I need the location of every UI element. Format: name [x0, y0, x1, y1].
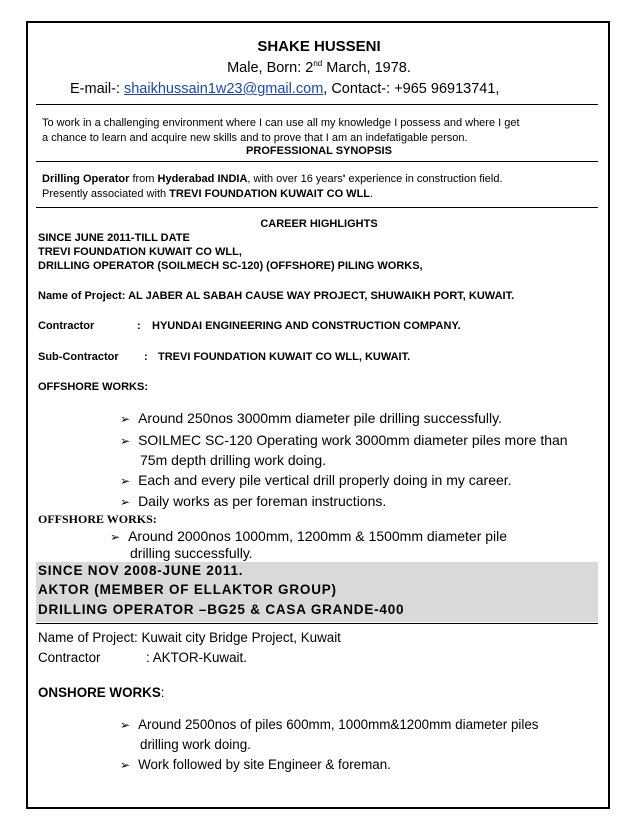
bullet-item [120, 717, 539, 732]
city: Hyderabad INDIA [157, 173, 248, 185]
bullet-continuation: drilling work doing. [140, 737, 251, 752]
current-company: TREVI FOUNDATION KUWAIT CO WLL [169, 188, 371, 200]
bullet-text: Around 250nos 3000mm diameter pile drilling successfully. [138, 410, 502, 426]
job2-contractor-label: Contractor [38, 650, 101, 665]
bullet-item [120, 493, 386, 509]
job1-contractor-sep: : [137, 320, 141, 332]
onshore-heading [38, 685, 165, 700]
personal-line [0, 59, 638, 76]
job1-subcontractor-label: Sub-Contractor [38, 351, 119, 363]
arrow-bullet-icon: ➢ [110, 530, 121, 544]
bullet-text: Work followed by site Engineer & foreman. [138, 757, 391, 772]
candidate-name: SHAKE HUSSENI [257, 38, 381, 55]
synopsis-text: from [129, 173, 158, 185]
bullet-item [120, 432, 568, 448]
onshore-colon: : [160, 685, 165, 700]
bullet-item [120, 410, 502, 426]
bullet-text: Around 2000nos 1000mm, 1200mm & 1500mm diameter pile [128, 528, 508, 544]
bullet-continuation: 75m depth drilling work doing. [140, 452, 326, 468]
synopsis-text: Presently associated with [42, 188, 170, 200]
synopsis-line-2 [42, 188, 373, 200]
role: Drilling Operator [42, 173, 130, 185]
job2-role: DRILLING OPERATOR –BG25 & CASA GRANDE-400 [38, 602, 405, 617]
job2-contractor: : AKTOR-Kuwait. [146, 650, 247, 665]
arrow-bullet-icon: ➢ [120, 718, 131, 732]
career-heading: CAREER HIGHLIGHTS [260, 218, 378, 230]
objective-line-1: To work in a challenging environment where I can use all my knowledge I possess and where I get [42, 117, 520, 129]
arrow-bullet-icon: ➢ [120, 412, 131, 426]
job1-contractor: HYUNDAI ENGINEERING AND CONSTRUCTION COMPANY. [152, 320, 461, 332]
bullet-item [110, 528, 507, 544]
objective-line-2: a chance to learn and acquire new skills and to prove that I am an indefatigable person. [42, 132, 468, 144]
job1-project [38, 290, 514, 302]
bullet-continuation: drilling successfully. [130, 545, 253, 561]
divider [36, 623, 598, 624]
job1-subcontractor: TREVI FOUNDATION KUWAIT CO WLL, KUWAIT. [158, 351, 411, 363]
arrow-bullet-icon: ➢ [120, 474, 131, 488]
job2-since: SINCE NOV 2008-JUNE 2011. [38, 563, 244, 578]
job1-subcontractor-sep: : [144, 351, 148, 363]
synopsis-text: . [370, 188, 374, 200]
onshore-heading-text: ONSHORE WORKS [38, 685, 161, 700]
project-name: AL JABER AL SABAH CAUSE WAY PROJECT, SHUWAIKH PORT, KUWAIT. [128, 290, 515, 302]
bullet-text: Daily works as per foreman instructions. [138, 493, 387, 509]
synopsis-line-1 [42, 173, 503, 185]
synopsis-text: experience in construction field. [345, 173, 503, 185]
bullet-text: Around 2500nos of piles 600mm, 1000mm&1200mm diameter piles [138, 717, 539, 732]
job2-project: Name of Project: Kuwait city Bridge Project, Kuwait [38, 630, 341, 645]
birth-info: Male, Born: 2 [227, 59, 314, 76]
divider [36, 104, 598, 105]
project-label: Name of Project: [38, 290, 129, 302]
birth-suffix: nd [313, 59, 323, 68]
bullet-text: SOILMEC SC-120 Operating work 3000mm diameter piles more than [138, 432, 568, 448]
synopsis-heading: PROFESSIONAL SYNOPSIS [246, 145, 392, 157]
job2-company: AKTOR (MEMBER OF ELLAKTOR GROUP) [38, 582, 337, 597]
apostrophe: ' [342, 173, 346, 185]
offshore-heading: OFFSHORE WORKS: [38, 381, 148, 393]
arrow-bullet-icon: ➢ [120, 495, 131, 509]
job1-since: SINCE JUNE 2011-TILL DATE [38, 232, 190, 244]
offshore-heading-2: OFFSHORE WORKS: [38, 512, 157, 526]
job1-company: TREVI FOUNDATION KUWAIT CO WLL, [38, 246, 242, 258]
bullet-item [120, 472, 512, 488]
arrow-bullet-icon: ➢ [120, 758, 131, 772]
divider [36, 207, 598, 208]
birth-month: March, 1978. [322, 59, 411, 76]
divider [36, 161, 598, 162]
bullet-item [120, 757, 391, 772]
arrow-bullet-icon: ➢ [120, 434, 131, 448]
email-link[interactable]: shaikhussain1w23@gmail.com [123, 81, 324, 97]
synopsis-text: , with over 16 years [247, 173, 343, 185]
job1-role: DRILLING OPERATOR (SOILMECH SC-120) (OFFSHORE) PILING WORKS, [38, 260, 423, 272]
bullet-text: Each and every pile vertical drill properly doing in my career. [138, 472, 512, 488]
email-label: E-mail-: [70, 81, 124, 97]
contact-line [70, 81, 499, 97]
job1-contractor-label: Contractor [38, 320, 95, 332]
phone-contact: , Contact-: +965 96913741, [323, 81, 500, 97]
